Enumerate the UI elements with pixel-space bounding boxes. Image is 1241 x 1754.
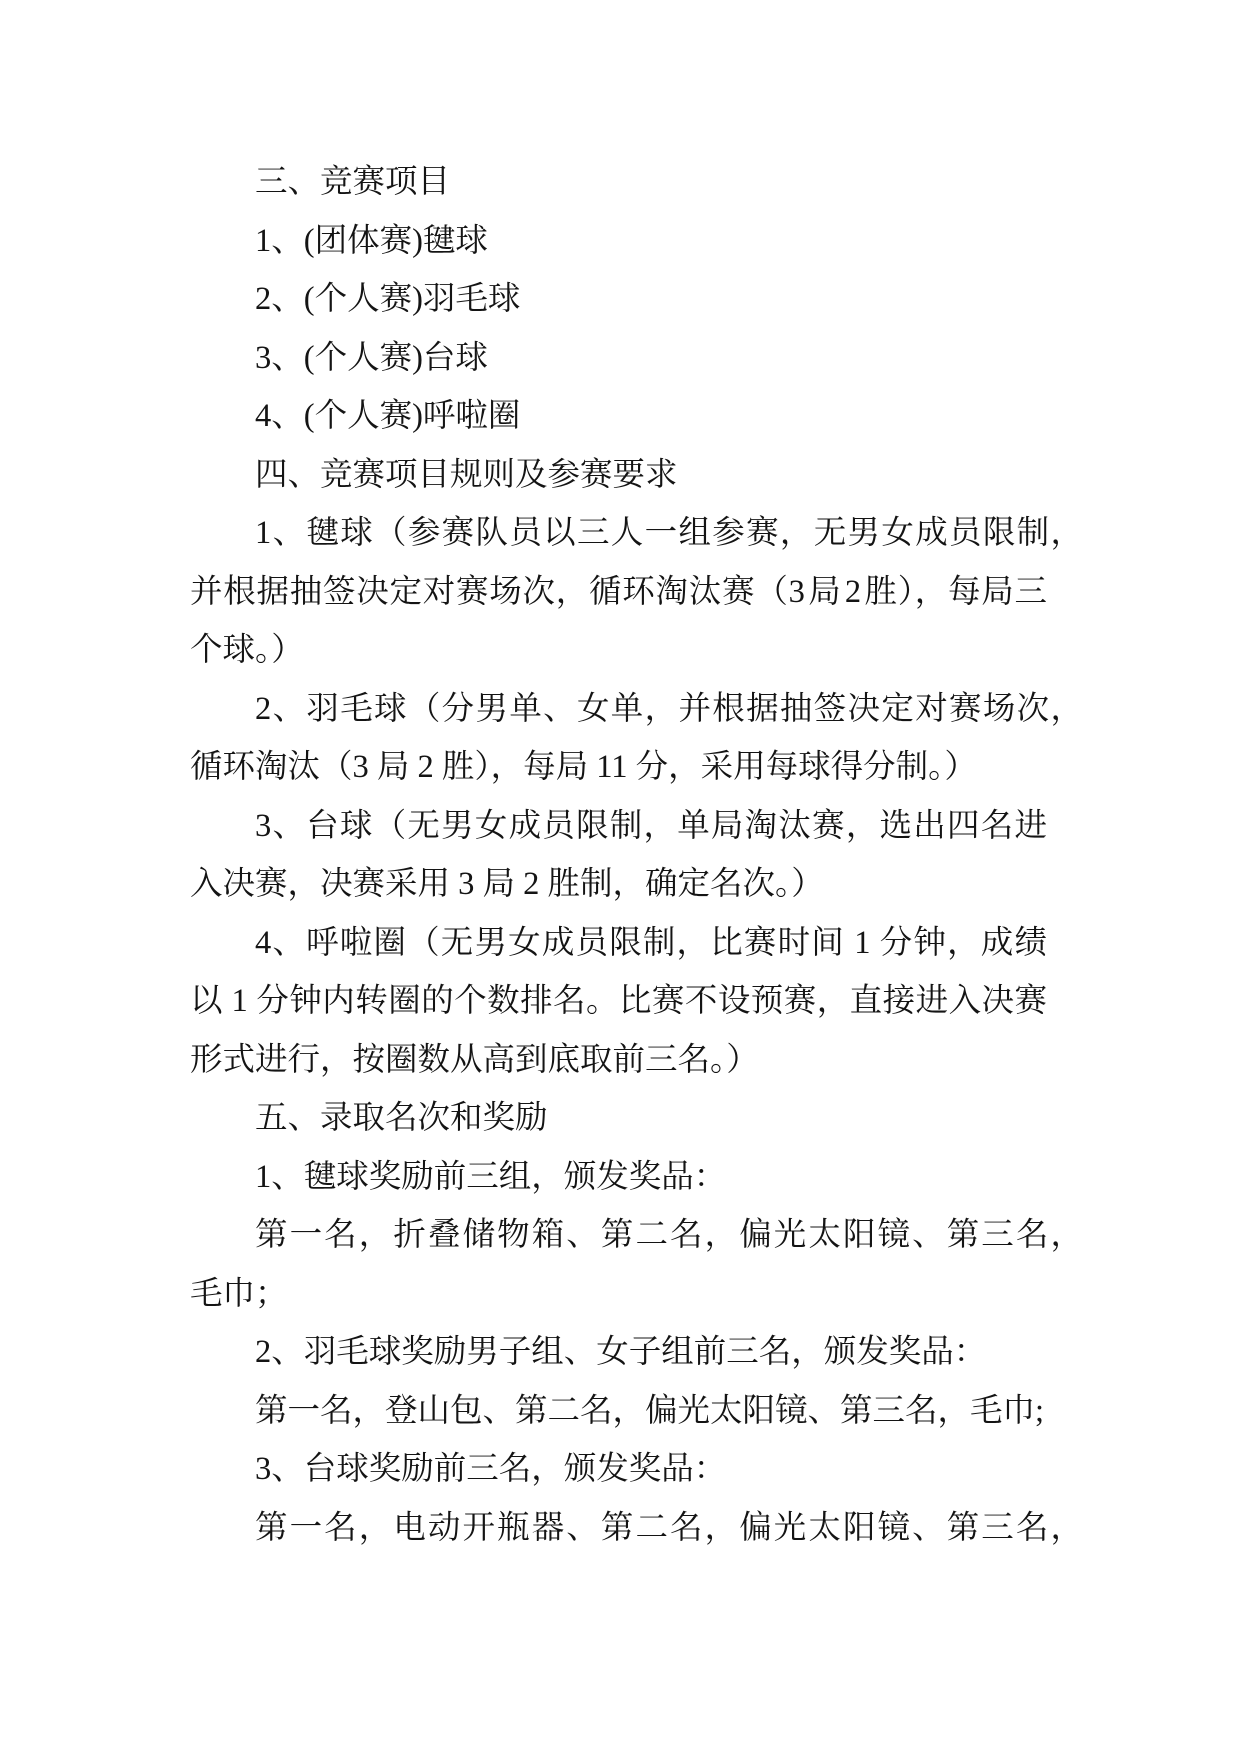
event-item-hula-hoop	[190, 387, 1047, 446]
paragraph-line: 3、台球奖励前三名，颁发奖品：	[255, 1451, 727, 1487]
rule-badminton	[190, 680, 1083, 797]
paragraph-line: 1、毽球奖励前三组，颁发奖品：	[255, 1158, 727, 1195]
heading-line: 三、竞赛项目	[255, 164, 451, 200]
paragraph-line: 3、台球（无男女成员限制，单局淘汰赛，选出四名进	[255, 807, 1047, 844]
paragraph-line: 以 1 分钟内转圈的个数排名。比赛不设预赛，直接进入决赛	[190, 983, 1047, 1019]
paragraph-line: 毛巾；	[190, 1275, 288, 1312]
list-item-line: 2、(个人赛)羽毛球	[255, 281, 521, 317]
award-billiards-heading	[190, 1440, 1047, 1499]
paragraph-line: 第一名，电动开瓶器、第二名，偏光太阳镜、第三名，	[255, 1509, 1083, 1546]
award-badminton-heading	[190, 1323, 1047, 1382]
paragraph-line: 2、羽毛球（分男单、女单，并根据抽签决定对赛场次，	[255, 690, 1083, 727]
rule-shuttlecock	[190, 504, 1083, 680]
heading-line: 五、录取名次和奖励	[255, 1100, 548, 1136]
rule-hula-hoop	[190, 914, 1047, 1090]
award-shuttlecock-heading	[190, 1148, 1047, 1207]
paragraph-line: 循环淘汰（3 局 2 胜），每局 11 分，采用每球得分制。）	[190, 749, 977, 785]
award-billiards-prizes	[190, 1499, 1083, 1558]
paragraph-line: 个球。）	[190, 632, 304, 668]
list-item-line: 3、(个人赛)台球	[255, 339, 488, 376]
paragraph-line: 2、羽毛球奖励男子组、女子组前三名，颁发奖品：	[255, 1334, 987, 1370]
section-heading-rules	[190, 446, 1047, 505]
list-item-line: 1、(团体赛)毽球	[255, 222, 488, 259]
paragraph-line: 并根据抽签决定对赛场次，循环淘汰赛（3 局 2 胜），每局三	[190, 573, 1047, 610]
paragraph-line: 形式进行，按圈数从高到底取前三名。）	[190, 1041, 759, 1078]
section-heading-competition-events	[190, 153, 1047, 212]
rule-billiards	[190, 797, 1047, 914]
paragraph-line: 入决赛，决赛采用 3 局 2 胜制，确定名次。）	[190, 866, 824, 902]
event-item-billiards	[190, 329, 1047, 388]
section-heading-awards	[190, 1089, 1047, 1148]
event-item-badminton	[190, 270, 1047, 329]
award-shuttlecock-prizes	[190, 1206, 1083, 1323]
heading-line: 四、竞赛项目规则及参赛要求	[255, 456, 678, 493]
award-badminton-prizes	[190, 1382, 1047, 1441]
paragraph-line: 第一名，折叠储物箱、第二名，偏光太阳镜、第三名，	[255, 1217, 1083, 1253]
document-body	[190, 153, 1083, 1557]
paragraph-line: 4、呼啦圈（无男女成员限制，比赛时间 1 分钟，成绩	[255, 924, 1047, 961]
paragraph-line: 第一名，登山包、第二名，偏光太阳镜、第三名，毛巾;	[255, 1392, 1045, 1429]
list-item-line: 4、(个人赛)呼啦圈	[255, 398, 521, 434]
event-item-shuttlecock	[190, 212, 1047, 271]
paragraph-line: 1、毽球（参赛队员以三人一组参赛，无男女成员限制，	[255, 515, 1083, 551]
